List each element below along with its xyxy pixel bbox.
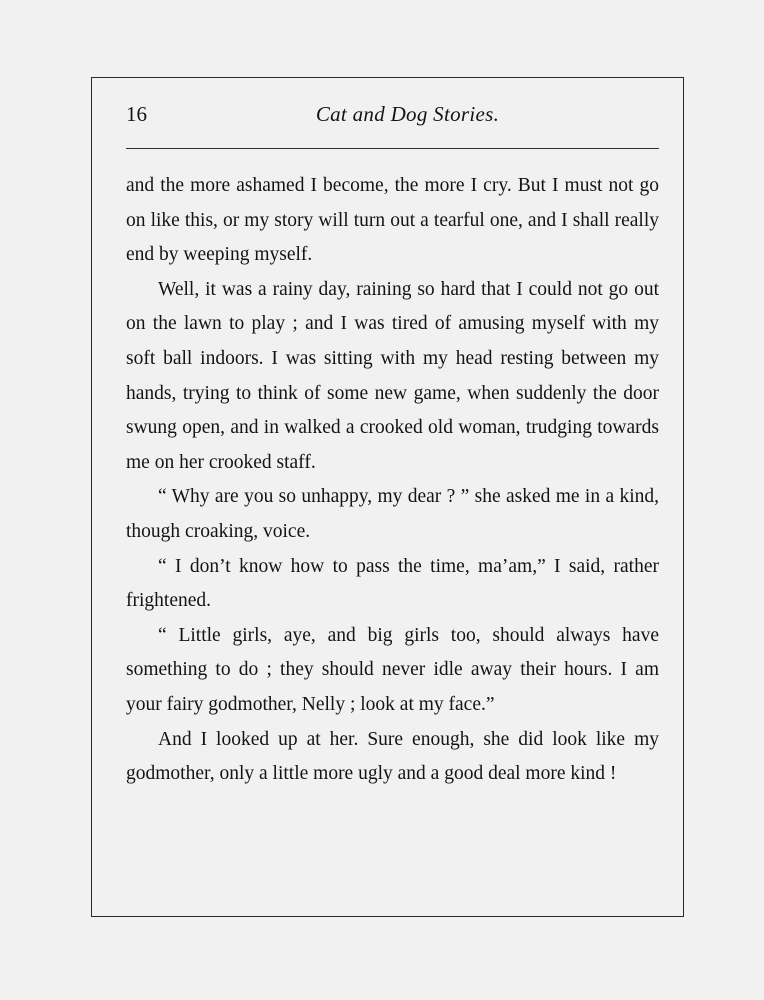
paragraph: “ I don’t know how to pass the time, ma’am,” I said, rather frightened. bbox=[126, 555, 659, 612]
body-text bbox=[126, 169, 659, 792]
paragraph: “ Little girls, aye, and big girls too, should always have something to do ; they should never idle away their hours. I am your fairy godmother, Nelly ; look at my face.” bbox=[126, 624, 659, 715]
running-title: Cat and Dog Stories. bbox=[315, 102, 500, 126]
paragraph: And I looked up at her. Sure enough, she did look like my godmother, only a little more ugly and a good deal more kind ! bbox=[126, 728, 659, 785]
paragraph: and the more ashamed I become, the more I cry. But I must not go on like this, or my story will turn out a tearful one, and I shall really end by weeping myself. bbox=[126, 175, 659, 266]
page-header bbox=[126, 102, 659, 132]
paragraph: Well, it was a rainy day, raining so hard that I could not go out on the lawn to play ; and I was tired of amusing myself with my soft ball indoors. I was sitting with my head resting between my hands, trying to think of some new game, when suddenly the door swung open, and in walked a crooked old woman, trudging towards me on her crooked staff. bbox=[126, 278, 659, 473]
paragraph: “ Why are you so unhappy, my dear ? ” she asked me in a kind, though croaking, voice. bbox=[126, 486, 659, 542]
header-rule bbox=[126, 148, 659, 149]
page-number: 16 bbox=[126, 102, 147, 126]
